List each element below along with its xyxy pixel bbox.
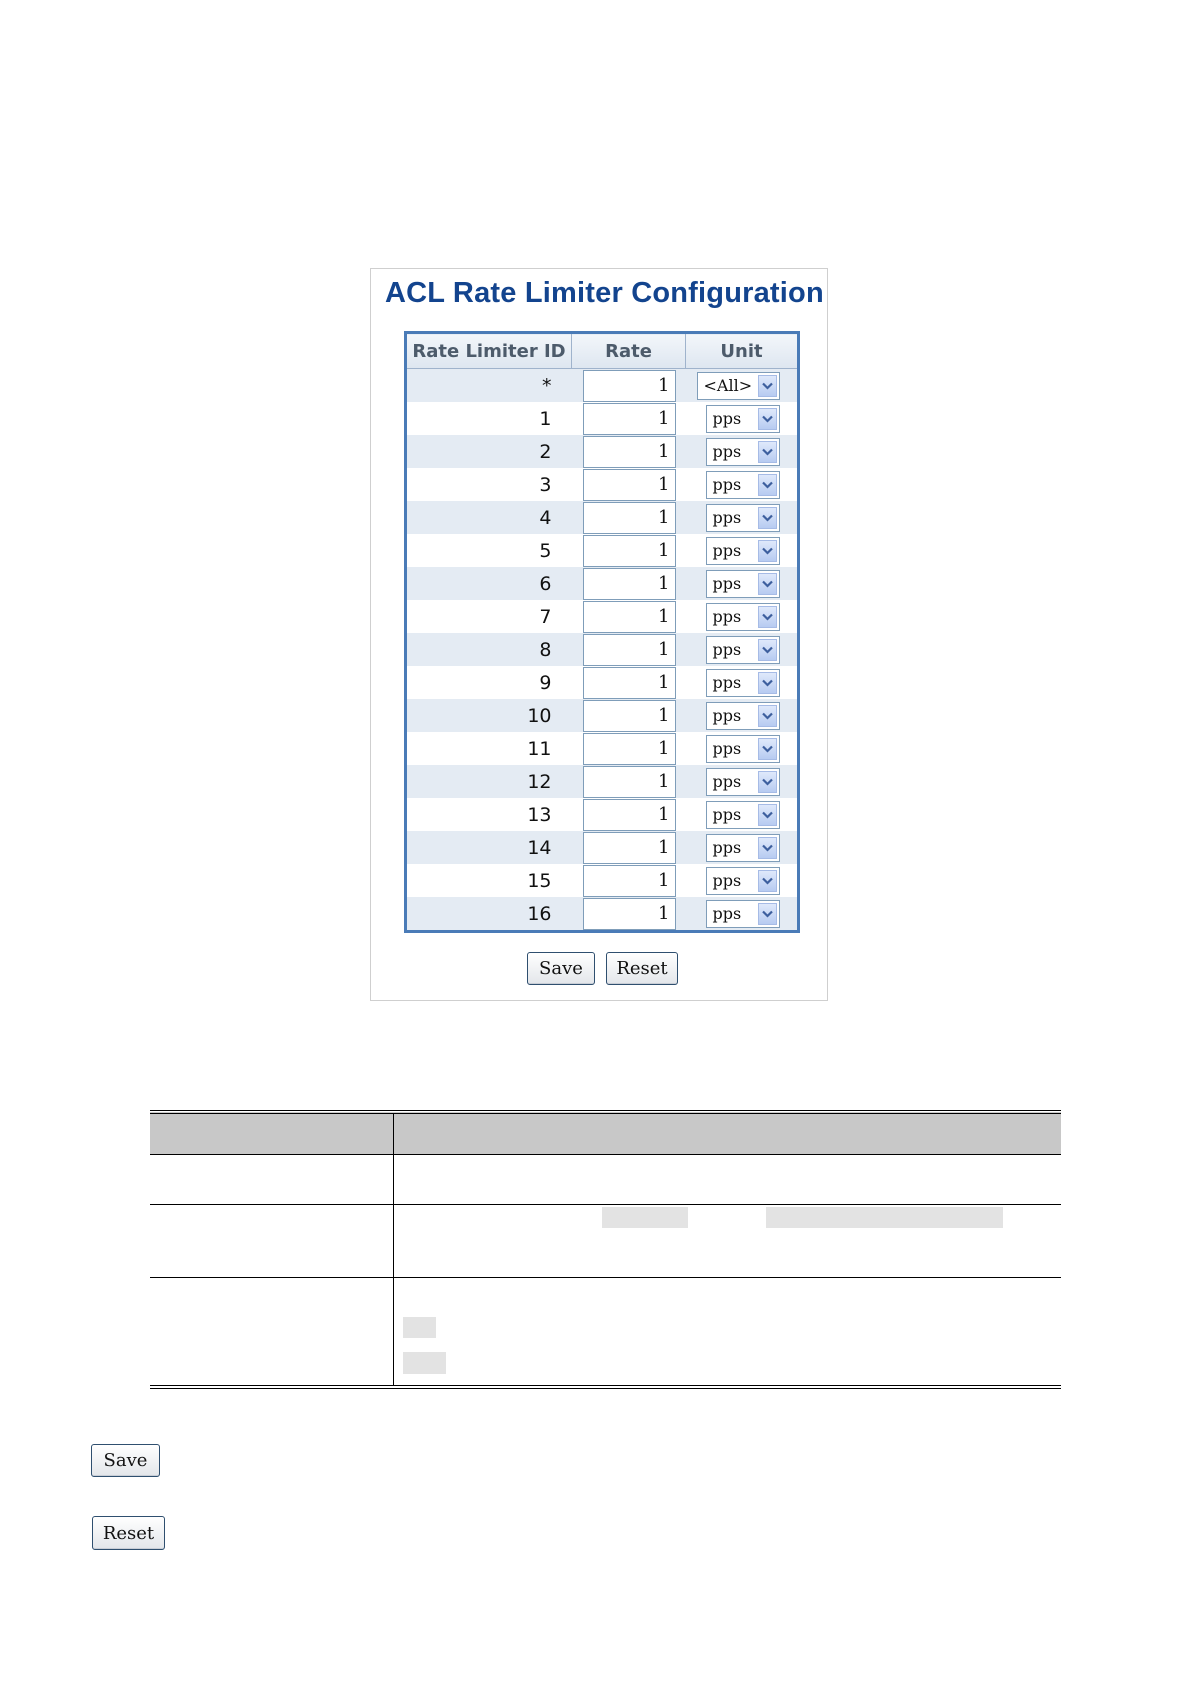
unit-select-all[interactable] <box>697 372 780 400</box>
unit-select-value: pps <box>712 837 742 857</box>
unit-select[interactable] <box>706 801 780 829</box>
unit-select-value: pps <box>712 507 742 527</box>
row-id: 12 <box>406 765 572 798</box>
description-cell <box>150 1205 393 1278</box>
table-row <box>406 666 799 699</box>
chevron-down-icon[interactable] <box>758 672 777 694</box>
rate-input[interactable]: 1 <box>583 898 676 930</box>
table-row <box>406 567 799 600</box>
row-id: 8 <box>406 633 572 666</box>
description-cell <box>393 1278 1061 1387</box>
row-id: 9 <box>406 666 572 699</box>
description-row <box>150 1155 1061 1205</box>
acl-rate-limiter-screenshot <box>370 268 828 1001</box>
table-row <box>406 897 799 932</box>
unit-cell <box>686 831 799 864</box>
row-id: 11 <box>406 732 572 765</box>
unit-cell <box>686 732 799 765</box>
unit-select[interactable] <box>706 537 780 565</box>
unit-cell <box>686 501 799 534</box>
rate-input[interactable]: 1 <box>583 469 676 501</box>
rate-input[interactable]: 1 <box>583 799 676 831</box>
unit-cell <box>686 468 799 501</box>
unit-cell <box>686 666 799 699</box>
chevron-down-icon[interactable] <box>758 903 777 925</box>
chevron-down-icon[interactable] <box>758 771 777 793</box>
unit-select-value: pps <box>712 606 742 626</box>
rate-cell <box>572 468 686 501</box>
rate-input[interactable]: 1 <box>583 436 676 468</box>
unit-select-value: pps <box>712 474 742 494</box>
rate-input[interactable]: 1 <box>583 865 676 897</box>
rate-input[interactable]: 1 <box>583 403 676 435</box>
reset-button-example[interactable]: Reset <box>92 1516 165 1550</box>
chevron-down-icon[interactable] <box>758 870 777 892</box>
rate-cell <box>572 699 686 732</box>
save-button[interactable]: Save <box>527 952 595 985</box>
rate-cell <box>572 798 686 831</box>
unit-cell <box>686 633 799 666</box>
chevron-down-icon[interactable] <box>758 441 777 463</box>
table-row <box>406 633 799 666</box>
rate-input[interactable]: 1 <box>583 667 676 699</box>
chevron-down-icon[interactable] <box>758 639 777 661</box>
table-row <box>406 600 799 633</box>
rate-cell <box>572 435 686 468</box>
description-row <box>150 1278 1061 1387</box>
unit-select-value: pps <box>712 738 742 758</box>
description-cell <box>150 1278 393 1387</box>
unit-select-value: pps <box>712 408 742 428</box>
table-row <box>406 831 799 864</box>
chevron-down-icon[interactable] <box>758 507 777 529</box>
rate-limiter-rows <box>406 369 799 932</box>
chevron-down-icon[interactable] <box>758 408 777 430</box>
page-title: ACL Rate Limiter Configuration <box>385 277 824 309</box>
rate-cell <box>572 600 686 633</box>
rate-limiter-table <box>404 331 800 933</box>
reset-button[interactable]: Reset <box>606 952 678 985</box>
rate-cell <box>572 402 686 435</box>
rate-cell <box>572 765 686 798</box>
row-id: 7 <box>406 600 572 633</box>
unit-cell <box>686 534 799 567</box>
unit-select[interactable] <box>706 669 780 697</box>
rate-cell <box>572 501 686 534</box>
description-table <box>150 1110 1061 1389</box>
table-row <box>406 435 799 468</box>
chevron-down-icon[interactable] <box>758 804 777 826</box>
unit-select-value: <All> <box>703 375 753 395</box>
rate-input[interactable]: 1 <box>583 535 676 567</box>
table-row <box>406 501 799 534</box>
column-header-unit: Unit <box>686 333 799 369</box>
description-header-cell <box>150 1112 393 1155</box>
chevron-down-icon[interactable] <box>758 474 777 496</box>
unit-select-value: pps <box>712 540 742 560</box>
row-id: 2 <box>406 435 572 468</box>
table-row <box>406 402 799 435</box>
row-id: 14 <box>406 831 572 864</box>
unit-cell <box>686 897 799 932</box>
description-cell <box>150 1155 393 1205</box>
rate-cell <box>572 897 686 932</box>
description-header-cell <box>393 1112 1061 1155</box>
unit-select[interactable] <box>706 471 780 499</box>
row-id: 5 <box>406 534 572 567</box>
chevron-down-icon[interactable] <box>758 705 777 727</box>
description-cell <box>393 1155 1061 1205</box>
unit-select[interactable] <box>706 702 780 730</box>
unit-select-value: pps <box>712 870 742 890</box>
rate-cell <box>572 732 686 765</box>
chevron-down-icon[interactable] <box>758 540 777 562</box>
unit-select-value: pps <box>712 903 742 923</box>
rate-input[interactable]: 1 <box>583 601 676 633</box>
unit-cell <box>686 369 799 403</box>
redacted-text <box>766 1207 1003 1228</box>
unit-cell <box>686 798 799 831</box>
unit-select-value: pps <box>712 573 742 593</box>
save-button-example[interactable]: Save <box>91 1444 160 1477</box>
chevron-down-icon[interactable] <box>758 738 777 760</box>
chevron-down-icon[interactable] <box>758 606 777 628</box>
redacted-text <box>403 1317 436 1338</box>
row-id: 16 <box>406 897 572 932</box>
unit-select-value: pps <box>712 705 742 725</box>
row-id: 1 <box>406 402 572 435</box>
unit-select-value: pps <box>712 672 742 692</box>
row-id: 3 <box>406 468 572 501</box>
table-row <box>406 864 799 897</box>
rate-input[interactable]: 1 <box>583 634 676 666</box>
column-header-id: Rate Limiter ID <box>406 333 572 369</box>
table-row <box>406 732 799 765</box>
unit-select[interactable] <box>706 867 780 895</box>
unit-cell <box>686 765 799 798</box>
unit-cell <box>686 435 799 468</box>
rate-cell <box>572 534 686 567</box>
table-row <box>406 468 799 501</box>
rate-input[interactable]: 1 <box>583 766 676 798</box>
unit-select-value: pps <box>712 771 742 791</box>
unit-select-value: pps <box>712 441 742 461</box>
unit-select[interactable] <box>706 570 780 598</box>
unit-select-value: pps <box>712 639 742 659</box>
rate-input-all[interactable]: 1 <box>583 370 676 402</box>
rate-cell <box>572 831 686 864</box>
rate-cell <box>572 666 686 699</box>
rate-input[interactable]: 1 <box>583 700 676 732</box>
table-row <box>406 798 799 831</box>
unit-select[interactable] <box>706 768 780 796</box>
redacted-text <box>602 1207 688 1228</box>
unit-select[interactable] <box>706 735 780 763</box>
row-id: 13 <box>406 798 572 831</box>
rate-input[interactable]: 1 <box>583 502 676 534</box>
unit-select-value: pps <box>712 804 742 824</box>
row-id: 10 <box>406 699 572 732</box>
unit-select[interactable] <box>706 504 780 532</box>
rate-cell <box>572 567 686 600</box>
rate-cell <box>572 369 686 403</box>
redacted-text <box>403 1352 446 1374</box>
row-id: 15 <box>406 864 572 897</box>
unit-cell <box>686 600 799 633</box>
rate-input[interactable]: 1 <box>583 568 676 600</box>
chevron-down-icon[interactable] <box>758 837 777 859</box>
chevron-down-icon[interactable] <box>758 573 777 595</box>
row-id: * <box>406 369 572 403</box>
table-row <box>406 699 799 732</box>
unit-cell <box>686 567 799 600</box>
unit-select[interactable] <box>706 834 780 862</box>
rate-cell <box>572 633 686 666</box>
rate-input[interactable]: 1 <box>583 832 676 864</box>
row-id: 4 <box>406 501 572 534</box>
unit-cell <box>686 864 799 897</box>
unit-select[interactable] <box>706 636 780 664</box>
unit-select[interactable] <box>706 438 780 466</box>
unit-select[interactable] <box>706 603 780 631</box>
column-header-rate: Rate <box>572 333 686 369</box>
unit-cell <box>686 402 799 435</box>
table-row <box>406 534 799 567</box>
table-row <box>406 765 799 798</box>
rate-input[interactable]: 1 <box>583 733 676 765</box>
unit-select[interactable] <box>706 405 780 433</box>
rate-cell <box>572 864 686 897</box>
unit-cell <box>686 699 799 732</box>
row-id: 6 <box>406 567 572 600</box>
chevron-down-icon[interactable] <box>758 375 777 397</box>
table-row-all <box>406 369 799 403</box>
unit-select[interactable] <box>706 900 780 928</box>
